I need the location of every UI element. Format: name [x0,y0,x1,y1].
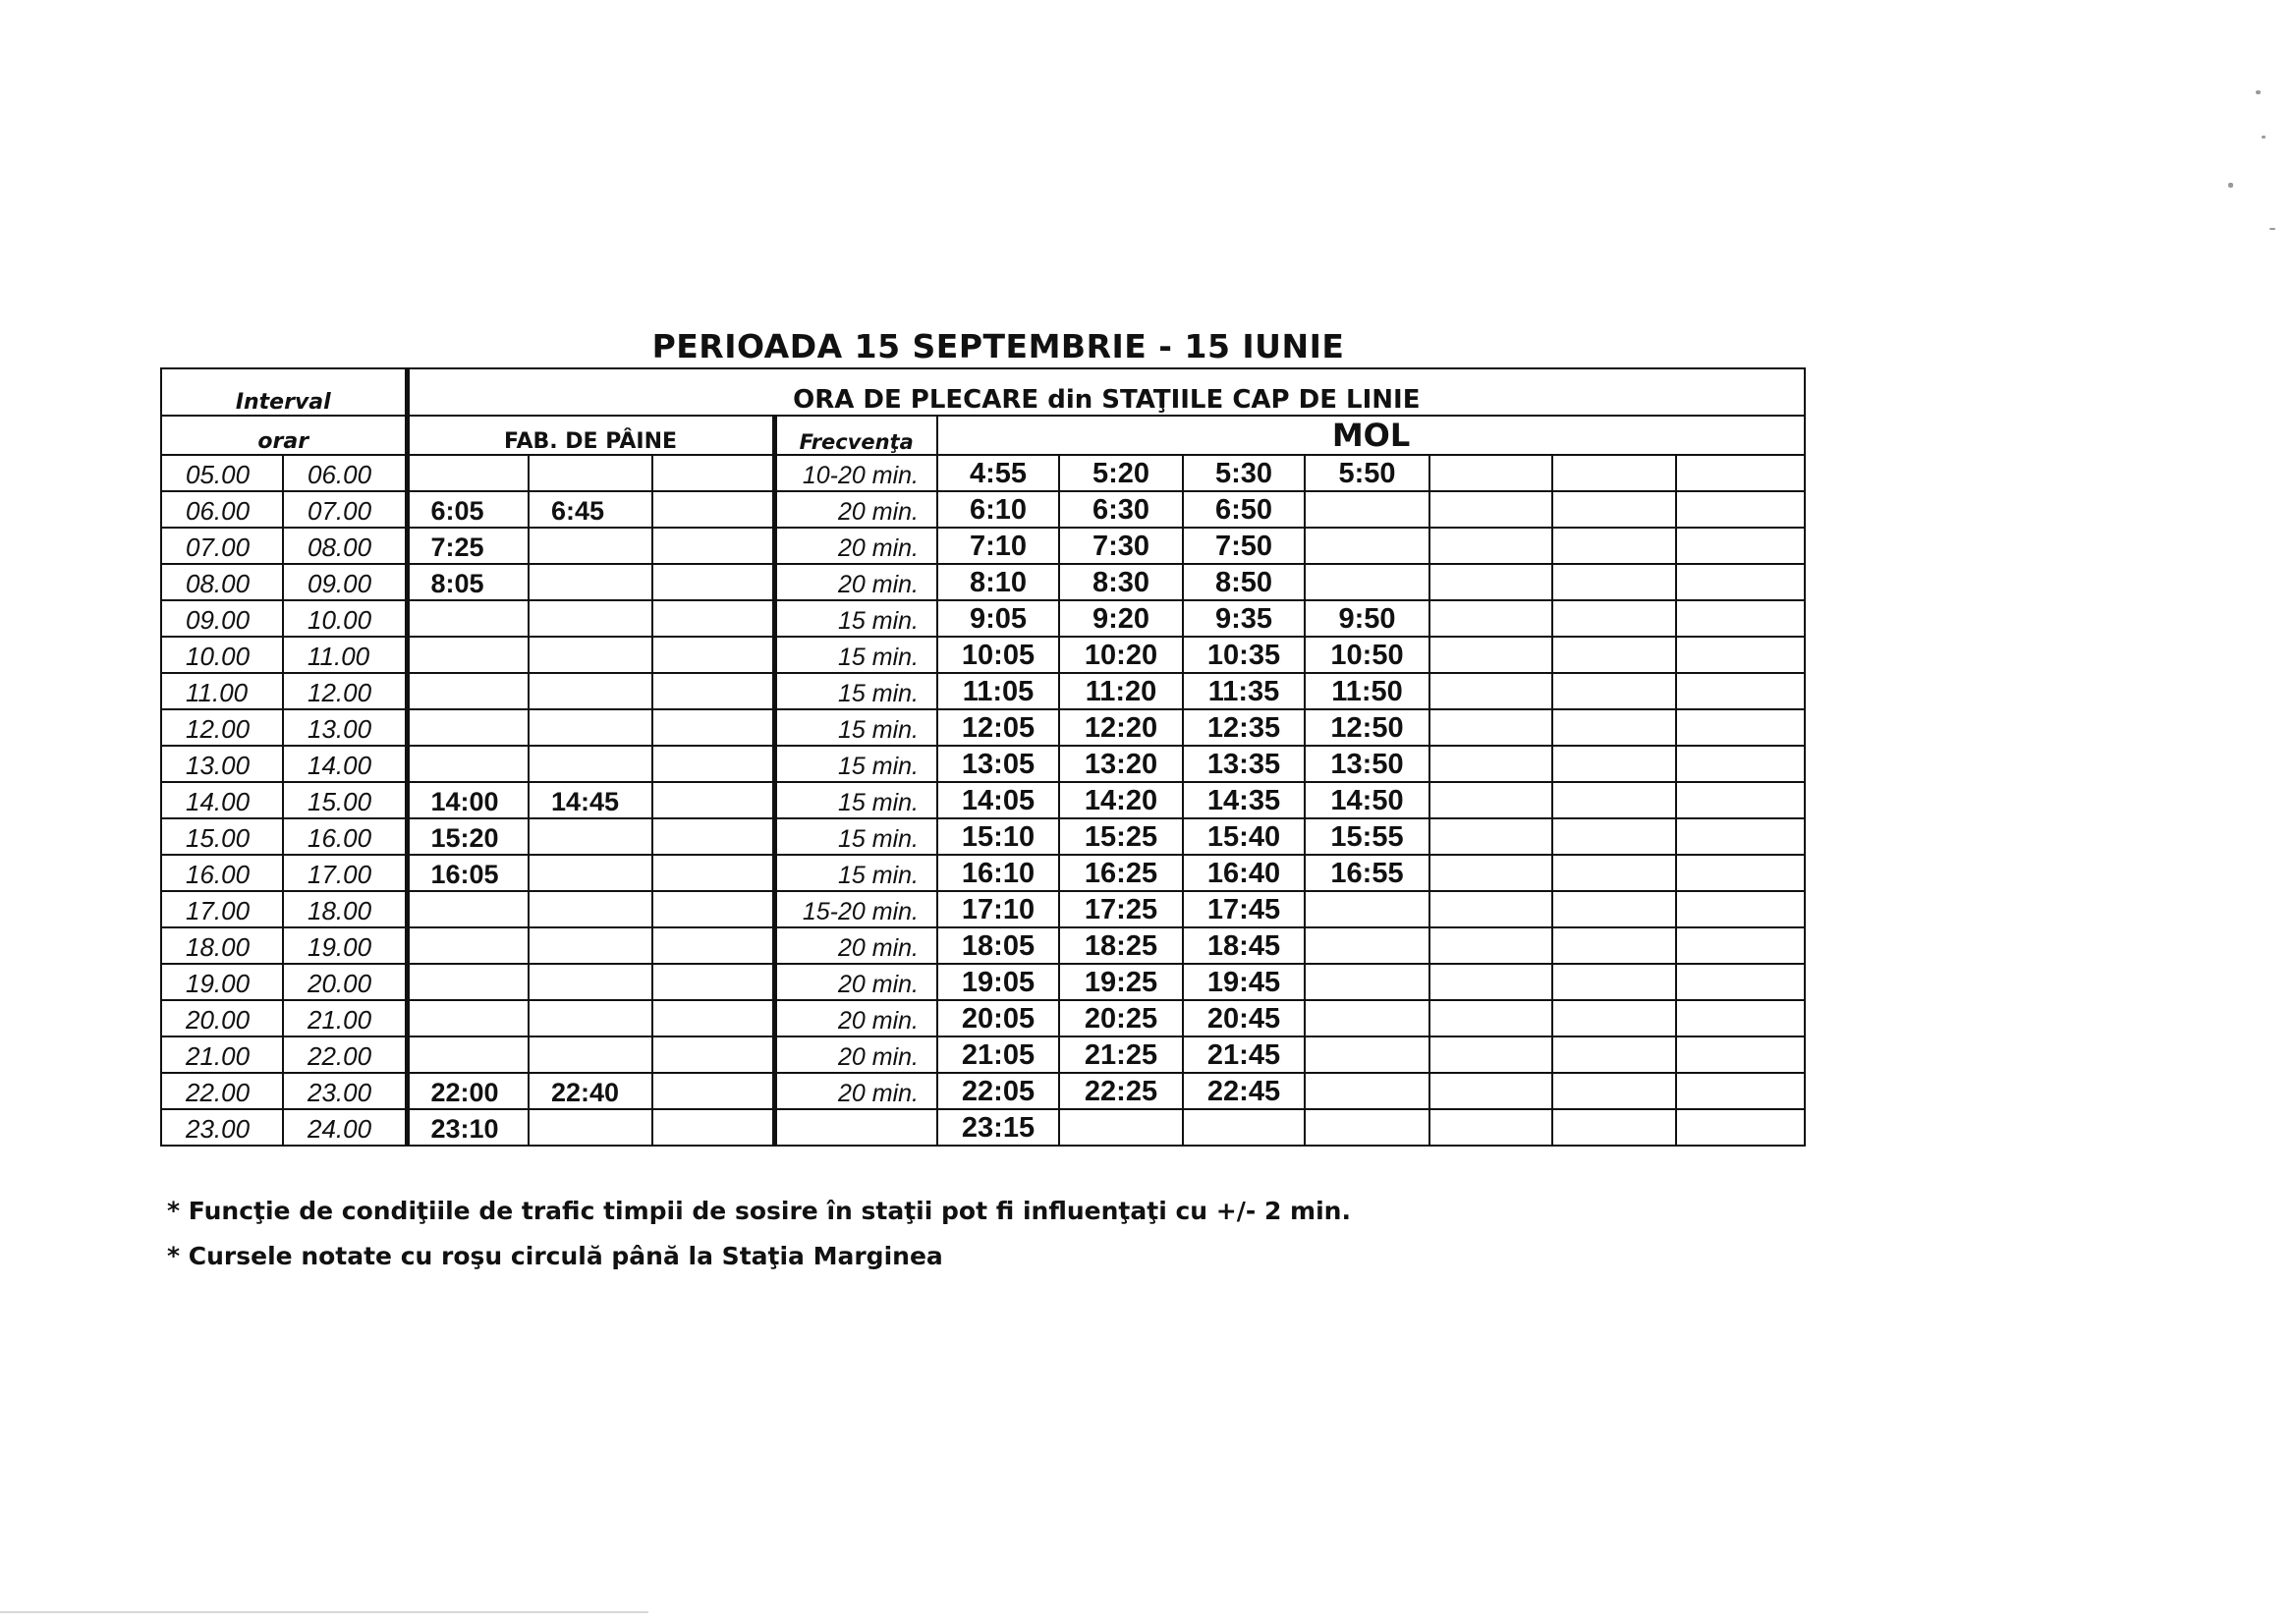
fab-de-paine-time [407,637,529,673]
fab-de-paine-time [529,600,652,637]
fab-de-paine-time [529,964,652,1000]
frecventa-header: Frecvenţa [774,416,937,455]
mol-time: 18:05 [937,927,1059,964]
fab-de-paine-time [529,637,652,673]
interval-from: 16.00 [161,855,283,891]
frecventa-value: 20 min. [774,1073,937,1109]
table-row [161,1109,1805,1146]
mol-time: 4:55 [937,455,1059,491]
mol-time [1305,964,1429,1000]
scan-speck [2269,228,2275,230]
fab-de-paine-time [652,600,774,637]
mol-time: 9:50 [1305,600,1429,637]
mol-time [1552,564,1676,600]
mol-time: 11:35 [1183,673,1305,709]
mol-time [1552,1109,1676,1146]
interval-from: 08.00 [161,564,283,600]
scan-edge-line [0,1611,648,1613]
frecventa-value: 15 min. [774,600,937,637]
fab-de-paine-time [529,927,652,964]
mol-time [1305,1000,1429,1036]
mol-time: 11:20 [1059,673,1183,709]
mol-time [1552,818,1676,855]
fab-de-paine-time [407,746,529,782]
page-title: PERIOADA 15 SEPTEMBRIE - 15 IUNIE [651,327,1345,365]
mol-time: 15:40 [1183,818,1305,855]
mol-time [1552,855,1676,891]
mol-time [1676,600,1805,637]
mol-time: 13:50 [1305,746,1429,782]
mol-time [1552,455,1676,491]
mol-time [1552,709,1676,746]
mol-time: 5:20 [1059,455,1183,491]
footnote-traffic: * Funcţie de condiţiile de trafic timpii de sosire în staţii pot fi influenţaţi cu +/- 2 min. [167,1197,1351,1225]
mol-time [1552,1000,1676,1036]
interval-from: 15.00 [161,818,283,855]
mol-time: 14:35 [1183,782,1305,818]
mol-time [1305,891,1429,927]
table-row [161,600,1805,637]
fab-de-paine-time [652,964,774,1000]
interval-to: 10.00 [283,600,407,637]
mol-time: 15:55 [1305,818,1429,855]
mol-time: 12:35 [1183,709,1305,746]
fab-de-paine-time [652,891,774,927]
frecventa-value [774,1109,937,1146]
frecventa-value: 20 min. [774,927,937,964]
mol-time: 18:25 [1059,927,1183,964]
frecventa-value: 15 min. [774,673,937,709]
fab-de-paine-time: 6:05 [407,491,529,528]
fab-de-paine-time [407,455,529,491]
frecventa-value: 10-20 min. [774,455,937,491]
mol-time [1305,1036,1429,1073]
mol-time: 7:50 [1183,528,1305,564]
mol-time [1305,528,1429,564]
interval-from: 07.00 [161,528,283,564]
mol-time [1429,1109,1552,1146]
mol-time [1305,1109,1429,1146]
interval-to: 08.00 [283,528,407,564]
table-row [161,927,1805,964]
mol-time [1305,491,1429,528]
fab-de-paine-time [652,1109,774,1146]
mol-time [1429,891,1552,927]
interval-from: 06.00 [161,491,283,528]
frecventa-value: 15 min. [774,818,937,855]
mol-time: 8:10 [937,564,1059,600]
table-row [161,709,1805,746]
fab-de-paine-time: 7:25 [407,528,529,564]
interval-to: 11.00 [283,637,407,673]
mol-time: 9:05 [937,600,1059,637]
mol-time: 19:45 [1183,964,1305,1000]
mol-time [1305,1073,1429,1109]
mol-time [1552,528,1676,564]
interval-from: 13.00 [161,746,283,782]
table-row [161,564,1805,600]
mol-time: 19:05 [937,964,1059,1000]
mol-time: 6:50 [1183,491,1305,528]
mol-time: 8:50 [1183,564,1305,600]
fab-de-paine-time: 15:20 [407,818,529,855]
mol-time [1552,746,1676,782]
table-row [161,491,1805,528]
table-row [161,637,1805,673]
mol-time: 9:35 [1183,600,1305,637]
mol-time [1552,1036,1676,1073]
fab-de-paine-time [652,1036,774,1073]
fab-de-paine-time: 6:45 [529,491,652,528]
scan-speck [2262,136,2266,139]
fab-de-paine-time [652,709,774,746]
interval-to: 21.00 [283,1000,407,1036]
interval-to: 15.00 [283,782,407,818]
frecventa-value: 15 min. [774,709,937,746]
table-row [161,455,1805,491]
fab-de-paine-time [652,855,774,891]
fab-de-paine-time: 22:40 [529,1073,652,1109]
frecventa-value: 15-20 min. [774,891,937,927]
mol-time: 10:50 [1305,637,1429,673]
mol-time [1676,709,1805,746]
mol-time: 7:30 [1059,528,1183,564]
departure-header: ORA DE PLECARE din STAŢIILE CAP DE LINIE [407,368,1805,416]
mol-time: 16:40 [1183,855,1305,891]
mol-time [1429,600,1552,637]
table-row [161,964,1805,1000]
fab-de-paine-time [407,927,529,964]
fab-de-paine-time [652,782,774,818]
mol-time [1676,964,1805,1000]
interval-to: 18.00 [283,891,407,927]
mol-time: 6:30 [1059,491,1183,528]
fab-de-paine-time [529,891,652,927]
mol-time [1429,709,1552,746]
mol-time [1552,927,1676,964]
table-row [161,673,1805,709]
interval-subheader: orar [161,416,407,455]
fab-de-paine-time [652,564,774,600]
fab-de-paine-time [652,1000,774,1036]
mol-time [1676,455,1805,491]
interval-to: 23.00 [283,1073,407,1109]
fab-de-paine-time [652,491,774,528]
interval-from: 09.00 [161,600,283,637]
frecventa-value: 15 min. [774,855,937,891]
mol-time [1676,1109,1805,1146]
mol-time [1429,1073,1552,1109]
mol-time [1429,1036,1552,1073]
mol-time: 10:05 [937,637,1059,673]
fab-de-paine-time: 16:05 [407,855,529,891]
interval-to: 24.00 [283,1109,407,1146]
mol-time: 13:05 [937,746,1059,782]
fab-de-paine-time [407,600,529,637]
mol-time: 16:25 [1059,855,1183,891]
fab-de-paine-time [652,818,774,855]
mol-time [1429,927,1552,964]
mol-time: 10:20 [1059,637,1183,673]
mol-time [1552,673,1676,709]
mol-time [1429,746,1552,782]
mol-time [1552,600,1676,637]
mol-time [1676,1036,1805,1073]
fab-de-paine-time [529,1109,652,1146]
mol-time [1552,782,1676,818]
mol-time [1552,491,1676,528]
interval-from: 20.00 [161,1000,283,1036]
fab-de-paine-time [529,855,652,891]
footnotes [167,1189,1351,1279]
mol-time: 17:10 [937,891,1059,927]
interval-to: 13.00 [283,709,407,746]
fab-de-paine-time [529,455,652,491]
interval-from: 22.00 [161,1073,283,1109]
mol-time: 20:25 [1059,1000,1183,1036]
interval-from: 10.00 [161,637,283,673]
mol-time [1676,746,1805,782]
frecventa-value: 15 min. [774,782,937,818]
mol-time [1059,1109,1183,1146]
mol-time: 14:05 [937,782,1059,818]
mol-time: 11:50 [1305,673,1429,709]
mol-time [1429,818,1552,855]
mol-time [1676,637,1805,673]
mol-time [1676,927,1805,964]
mol-time [1676,818,1805,855]
fab-de-paine-time [407,1000,529,1036]
mol-time: 11:05 [937,673,1059,709]
mol-time: 12:20 [1059,709,1183,746]
mol-time: 21:25 [1059,1036,1183,1073]
table-row [161,1073,1805,1109]
mol-time [1429,673,1552,709]
table-row [161,528,1805,564]
fab-de-paine-header: FAB. DE PÂINE [407,416,774,455]
mol-time: 14:20 [1059,782,1183,818]
table-row [161,818,1805,855]
mol-time [1676,564,1805,600]
mol-time [1552,1073,1676,1109]
mol-time: 5:30 [1183,455,1305,491]
mol-time: 21:45 [1183,1036,1305,1073]
interval-from: 21.00 [161,1036,283,1073]
fab-de-paine-time: 23:10 [407,1109,529,1146]
fab-de-paine-time [529,818,652,855]
mol-time: 19:25 [1059,964,1183,1000]
fab-de-paine-time [529,1036,652,1073]
mol-time [1676,528,1805,564]
mol-time: 21:05 [937,1036,1059,1073]
mol-time [1676,1000,1805,1036]
mol-time: 20:45 [1183,1000,1305,1036]
fab-de-paine-time [407,964,529,1000]
mol-time [1552,964,1676,1000]
frecventa-value: 15 min. [774,637,937,673]
interval-from: 11.00 [161,673,283,709]
scan-speck [2256,90,2261,94]
fab-de-paine-time [407,1036,529,1073]
mol-time [1676,855,1805,891]
table-row [161,1000,1805,1036]
mol-time: 17:45 [1183,891,1305,927]
frecventa-value: 20 min. [774,964,937,1000]
mol-time: 12:50 [1305,709,1429,746]
mol-time [1429,528,1552,564]
frecventa-value: 20 min. [774,564,937,600]
fab-de-paine-time: 22:00 [407,1073,529,1109]
mol-header: MOL [937,416,1805,455]
table-row [161,891,1805,927]
table-row [161,855,1805,891]
fab-de-paine-time [529,564,652,600]
mol-time [1676,1073,1805,1109]
mol-time: 15:25 [1059,818,1183,855]
mol-time: 13:35 [1183,746,1305,782]
frecventa-value: 20 min. [774,1036,937,1073]
fab-de-paine-time [407,891,529,927]
table-row [161,746,1805,782]
mol-time: 8:30 [1059,564,1183,600]
mol-time: 23:15 [937,1109,1059,1146]
fab-de-paine-time [529,673,652,709]
mol-time [1429,455,1552,491]
interval-to: 12.00 [283,673,407,709]
interval-from: 19.00 [161,964,283,1000]
table-row [161,1036,1805,1073]
fab-de-paine-time [529,709,652,746]
mol-time: 12:05 [937,709,1059,746]
mol-time [1429,855,1552,891]
mol-time: 15:10 [937,818,1059,855]
mol-time: 6:10 [937,491,1059,528]
table-row [161,782,1805,818]
mol-time [1305,927,1429,964]
mol-time [1429,1000,1552,1036]
mol-time: 22:05 [937,1073,1059,1109]
interval-to: 09.00 [283,564,407,600]
mol-time [1429,964,1552,1000]
mol-time [1676,673,1805,709]
mol-time: 14:50 [1305,782,1429,818]
frecventa-value: 20 min. [774,528,937,564]
fab-de-paine-time [652,1073,774,1109]
mol-time: 5:50 [1305,455,1429,491]
mol-time: 18:45 [1183,927,1305,964]
fab-de-paine-time [407,673,529,709]
mol-time: 13:20 [1059,746,1183,782]
mol-time [1183,1109,1305,1146]
fab-de-paine-time: 14:45 [529,782,652,818]
fab-de-paine-time: 8:05 [407,564,529,600]
fab-de-paine-time [652,455,774,491]
mol-time: 20:05 [937,1000,1059,1036]
mol-time [1305,564,1429,600]
interval-from: 17.00 [161,891,283,927]
mol-time [1429,637,1552,673]
fab-de-paine-time [529,1000,652,1036]
interval-header: Interval [161,368,407,416]
mol-time: 22:25 [1059,1073,1183,1109]
fab-de-paine-time [652,673,774,709]
interval-from: 18.00 [161,927,283,964]
scan-speck [2228,183,2233,188]
interval-to: 22.00 [283,1036,407,1073]
timetable [160,367,1806,1147]
interval-to: 19.00 [283,927,407,964]
mol-time: 16:55 [1305,855,1429,891]
mol-time [1429,782,1552,818]
mol-time [1552,637,1676,673]
mol-time: 16:10 [937,855,1059,891]
interval-from: 12.00 [161,709,283,746]
interval-to: 20.00 [283,964,407,1000]
mol-time [1676,491,1805,528]
mol-time [1676,891,1805,927]
mol-time [1676,782,1805,818]
fab-de-paine-time [652,927,774,964]
interval-from: 14.00 [161,782,283,818]
fab-de-paine-time [529,746,652,782]
interval-from: 05.00 [161,455,283,491]
interval-to: 07.00 [283,491,407,528]
interval-to: 17.00 [283,855,407,891]
mol-time: 10:35 [1183,637,1305,673]
mol-time [1429,564,1552,600]
frecventa-value: 20 min. [774,491,937,528]
fab-de-paine-time: 14:00 [407,782,529,818]
interval-to: 14.00 [283,746,407,782]
mol-time: 22:45 [1183,1073,1305,1109]
mol-time: 7:10 [937,528,1059,564]
mol-time: 17:25 [1059,891,1183,927]
fab-de-paine-time [407,709,529,746]
interval-from: 23.00 [161,1109,283,1146]
fab-de-paine-time [652,746,774,782]
fab-de-paine-time [529,528,652,564]
mol-time [1429,491,1552,528]
fab-de-paine-time [652,637,774,673]
interval-to: 06.00 [283,455,407,491]
mol-time: 9:20 [1059,600,1183,637]
mol-time [1552,891,1676,927]
interval-to: 16.00 [283,818,407,855]
frecventa-value: 15 min. [774,746,937,782]
fab-de-paine-time [652,528,774,564]
footnote-red-routes: * Cursele notate cu roşu circulă până la Staţia Marginea [167,1242,943,1270]
frecventa-value: 20 min. [774,1000,937,1036]
